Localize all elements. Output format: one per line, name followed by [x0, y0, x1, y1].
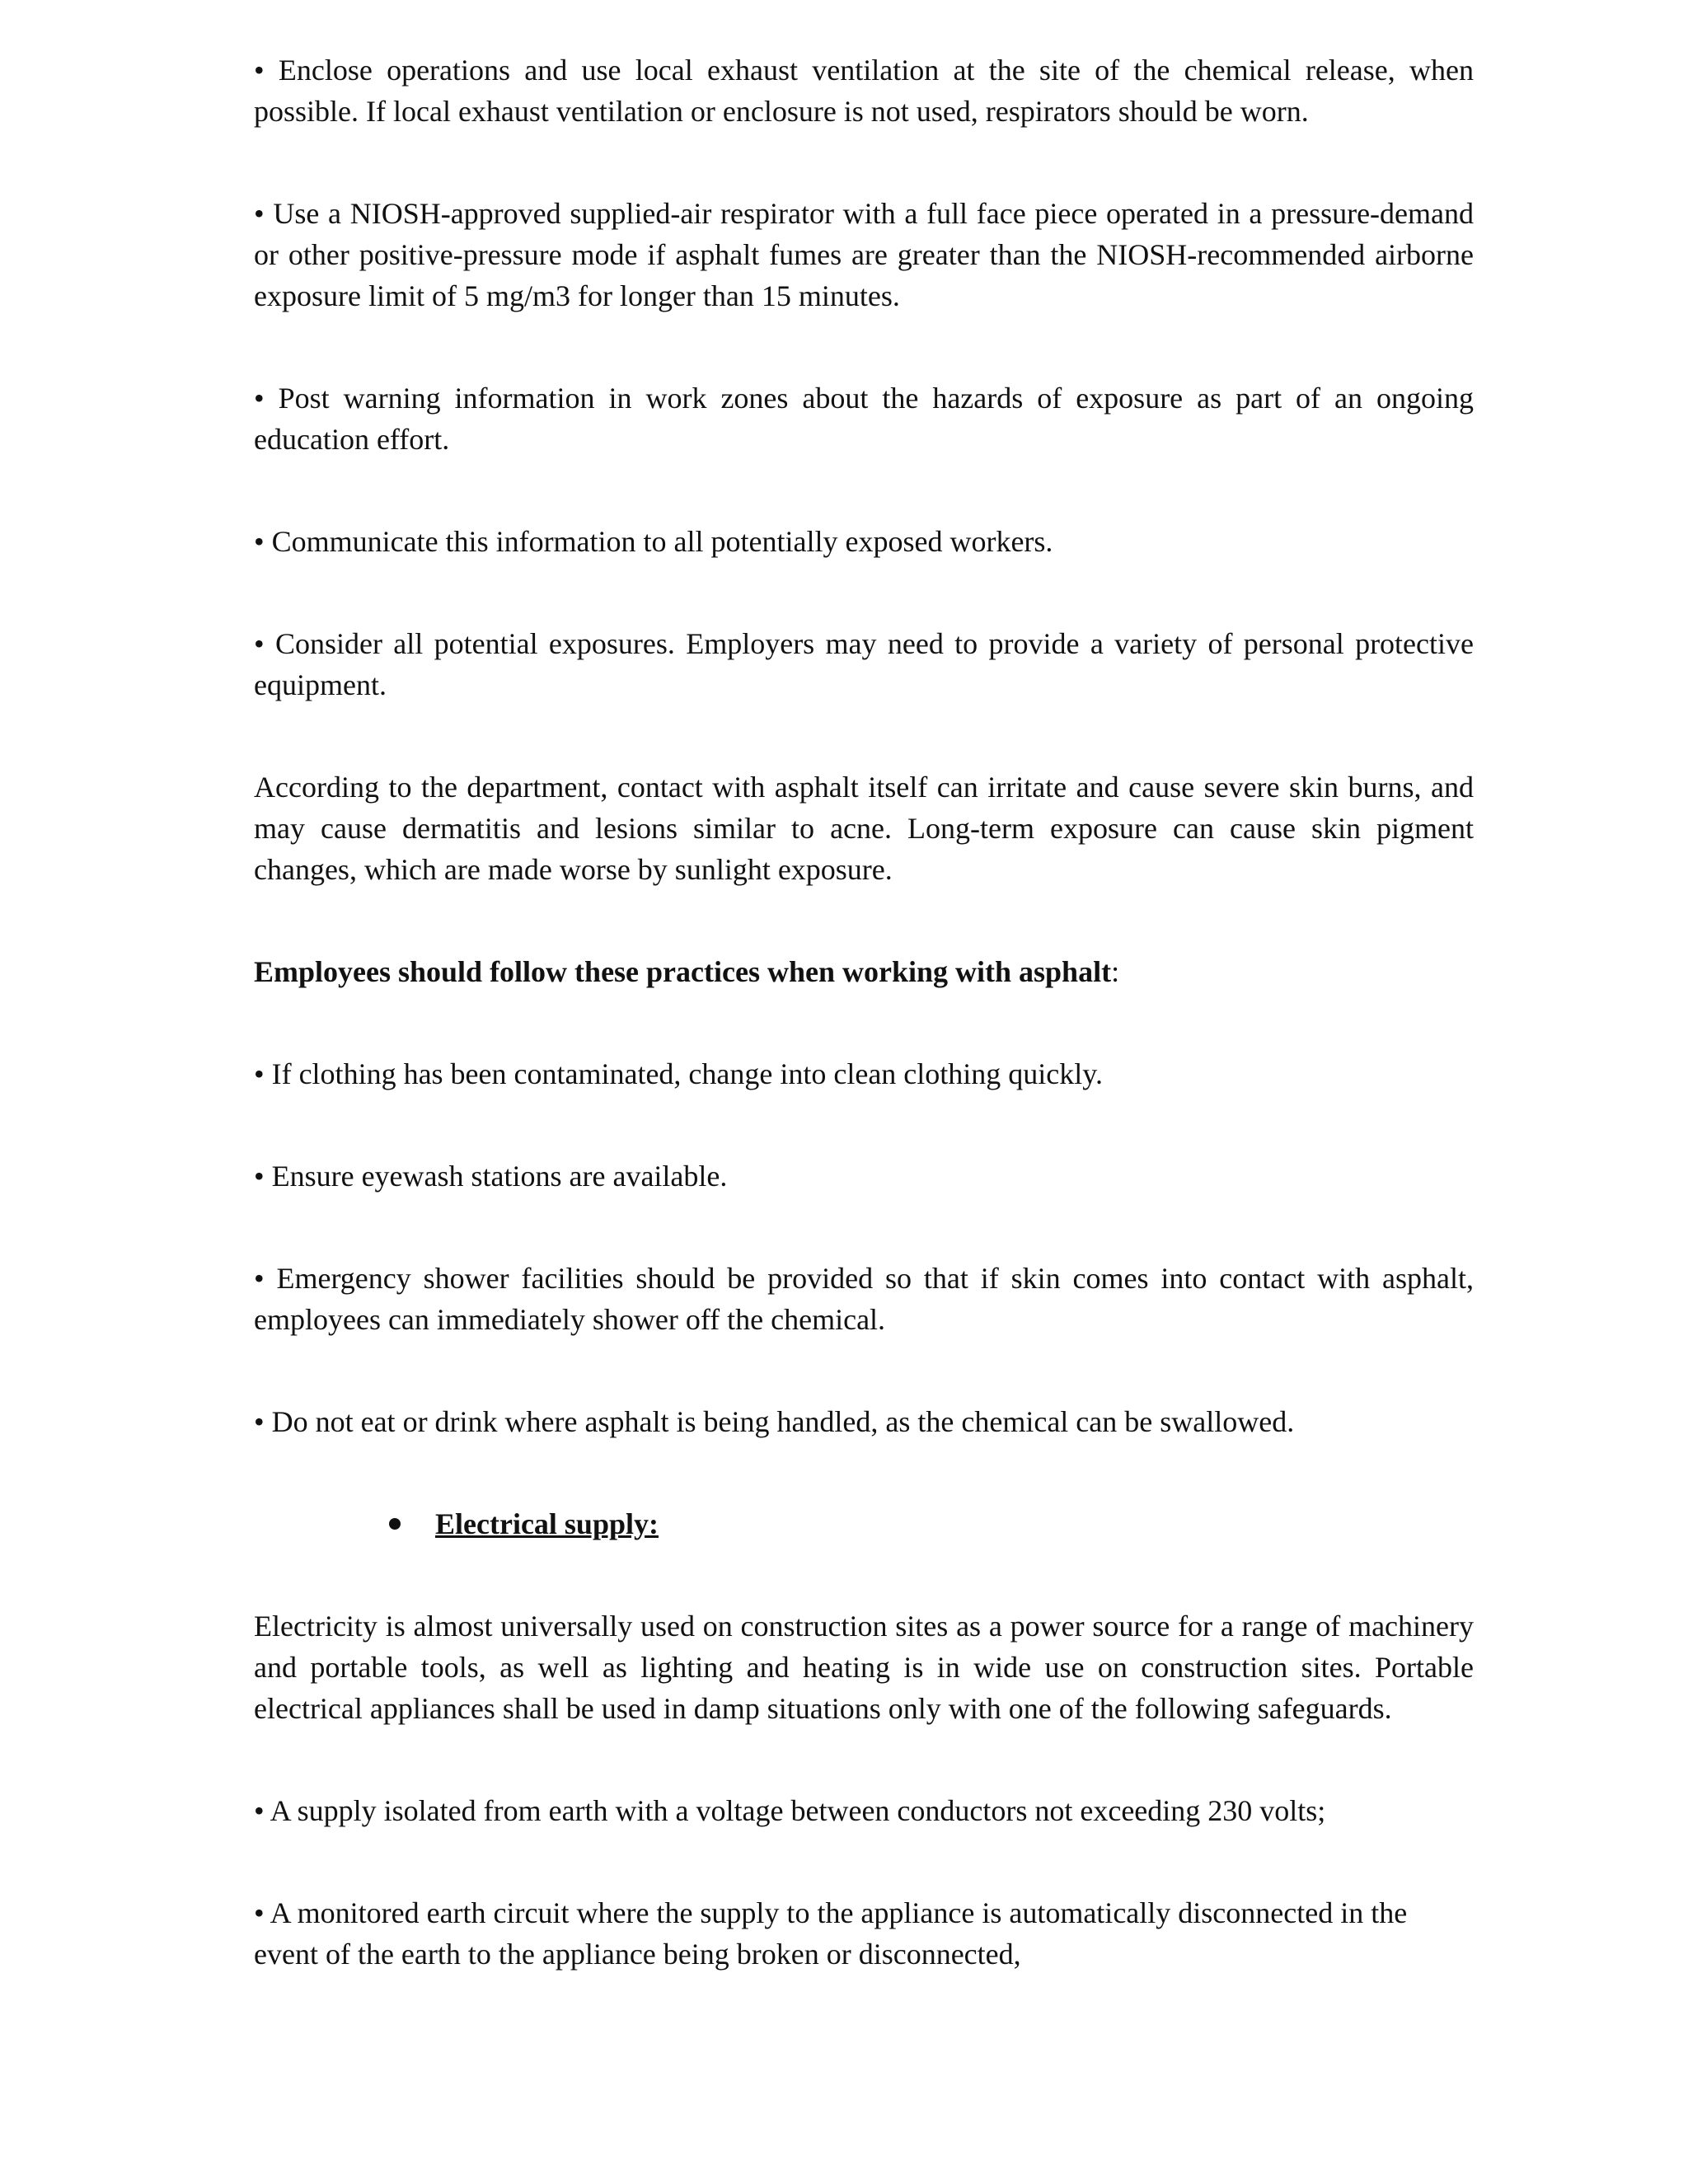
bullet-no-eating: • Do not eat or drink where asphalt is being handled, as the chemical can be swallowed. — [254, 1405, 1295, 1438]
bullet-niosh-respirator: • Use a NIOSH-approved supplied-air respirator with a full face piece operated in a pressure-demand or other positive-pressure mode if asphalt fumes are greater than the NIOSH-recommended airborne exposure limit of 5 mg/m3 for longer than 15 minutes. — [254, 197, 1474, 312]
paragraph-department-contact: According to the department, contact with asphalt itself can irritate and cause severe skin burns, and may cause dermatitis and lesions similar to acne. Long-term exposure can cause skin pigment changes, which are made worse by sunlight exposure. — [254, 771, 1474, 886]
bullet-monitored-earth: • A monitored earth circuit where the supply to the appliance is automatically disconnected in the event of the earth to the appliance being broken or disconnected, — [254, 1896, 1408, 1971]
employees-heading-bold: Employees should follow these practices when working with asphalt — [254, 955, 1112, 988]
employees-practices-heading — [254, 951, 1474, 992]
employees-heading-colon: : — [1111, 955, 1120, 988]
electrical-supply-heading: Electrical supply: — [435, 1507, 659, 1540]
bullet-post-warning: • Post warning information in work zones about the hazards of exposure as part of an ongoing education effort. — [254, 382, 1474, 456]
bullet-eyewash: • Ensure eyewash stations are available. — [254, 1160, 728, 1193]
document-page — [254, 49, 1474, 2036]
bullet-consider-exposures: • Consider all potential exposures. Employers may need to provide a variety of personal protective equipment. — [254, 627, 1474, 701]
bullet-emergency-shower: • Emergency shower facilities should be provided so that if skin comes into contact with asphalt, employees can immediately shower off the chemical. — [254, 1262, 1474, 1336]
bullet-enclose-operations: • Enclose operations and use local exhaust ventilation at the site of the chemical release, when possible. If local exhaust ventilation or enclosure is not used, respirators should be worn. — [254, 54, 1474, 128]
bullet-isolated-supply: • A supply isolated from earth with a voltage between conductors not exceeding 230 volts; — [254, 1794, 1326, 1827]
bullet-dot-icon — [389, 1518, 401, 1530]
paragraph-electricity: Electricity is almost universally used on construction sites as a power source for a range of machinery and portable tools, as well as lighting and heating is in wide use on construction sites. Portable electrical appliances shall be used in damp situations only with one of the following safeguards. — [254, 1610, 1474, 1725]
bullet-clothing: • If clothing has been contaminated, change into clean clothing quickly. — [254, 1057, 1103, 1090]
section-heading-electrical — [254, 1503, 1474, 1544]
bullet-communicate: • Communicate this information to all potentially exposed workers. — [254, 525, 1053, 558]
